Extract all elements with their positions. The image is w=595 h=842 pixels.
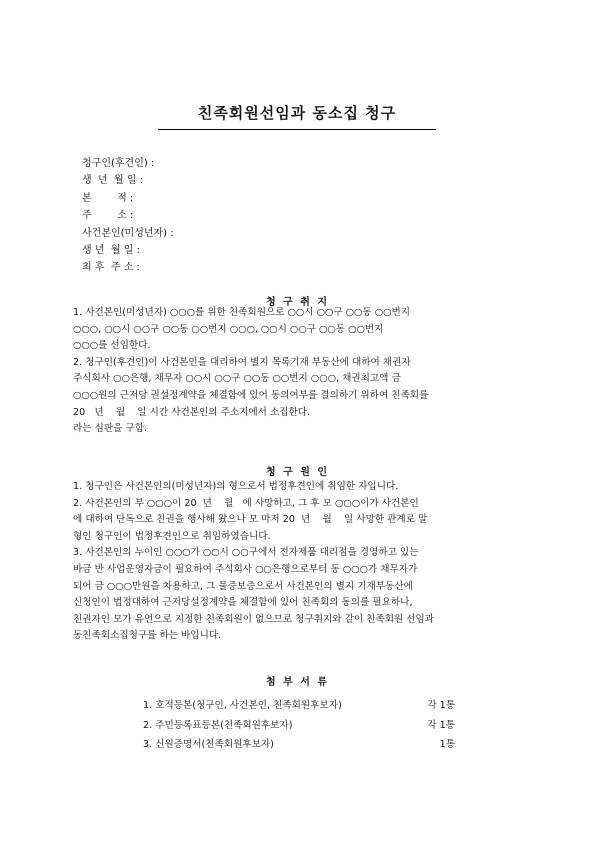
attachment-name: 2. 주민등록표등본(친족회원후보자) [143,719,293,731]
paragraph-line: 바금 반 사업운영자금이 필요하여 주식회사 ○○은행으로부터 동 ○○○가 채무자가 [73,563,418,575]
party-row [82,242,174,259]
paragraph-line: ○○○, ○○시 ○○구 ○○동 ○○번지 ○○○, ○○시 ○○구 ○○동 ○○번지 [73,323,384,335]
party-label: 사건본인(미성년자) : [82,227,174,239]
paragraph-line: 주식회사 ○○은행, 채무자 ○○시 ○○구 ○○동 ○○번지 ○○○, 채권최고액 금 [73,373,401,385]
paragraph-line: 1. 청구인은 사건본인의(미성년자)의 형으로서 법정후견인에 취임한 자입니다. [73,481,399,492]
party-row [82,225,174,242]
attachments-list [143,696,455,755]
claim-cause-heading: 청 구 원 인 [265,467,330,478]
party-label: 생 년 월 일 : [82,175,144,187]
attachment-name: 1. 호적등본(청구인, 사건본인, 친족회원후보자) [143,700,342,711]
paragraph-line: 형인 청구인이 법정후견인으로 취임하였습니다. [73,530,271,542]
party-row [82,172,174,189]
party-label: 주 소 : [82,210,134,222]
paragraph-line: 1. 사건본인(미성년자) ○○○를 위한 친족회원으로 ○○시 ○○구 ○○동 ○○번지 [73,307,411,318]
paragraph-line: ○○○원의 근저당 권설정계약을 체결함에 있어 동의여부를 결의하기 위하여 친족회를 [73,389,429,401]
attachment-name: 3. 신원증명서(친족회원후보자) [143,739,274,750]
attachments-heading: 첨 부 서 류 [265,677,330,688]
claim-purpose-body [73,305,521,438]
attachment-count: 각 1통 [427,700,455,711]
claim-cause-body [73,479,521,645]
paragraph-line: 2. 사건본인의 부 ○○○이 20 년 월 에 사망하고, 그 후 모 ○○○이가 사건본인 [73,497,419,509]
party-row [82,207,174,224]
party-label: 본 적 : [82,192,134,204]
paragraph-line: 2. 청구인(후견인)이 사건본인을 대리하여 별지 목록기재 부동산에 대하여 채권자 [73,356,411,368]
attachment-item [143,735,455,755]
party-row [82,259,174,276]
party-label: 청구인(후견인) : [82,158,155,169]
claim-purpose-heading: 청 구 취 지 [265,297,330,308]
attachment-item [143,696,455,716]
paragraph-line: 에 대하여 단독으로 친권을 행사해 왔으나 모 마저 20 년 월 일 사망한 관계로 말 [73,514,428,526]
party-label: 생 년 월 일 : [82,245,140,257]
paragraph-line: 친권자인 모가 유언으로 지정한 친족회원이 없으므로 청구취지와 같이 친족회원 선임과 [73,613,435,625]
party-row [82,155,174,172]
party-label: 최 후 주 소 : [82,262,140,274]
paragraph-line: 신청인이 법정대하여 근저당설정계약을 체결함에 있어 친족회의 동의를 필요하나, [73,597,413,609]
attachment-item [143,716,455,736]
party-info [82,155,174,277]
paragraph-line: 3. 사건본인의 누이인 ○○○가 ○○시 ○○구에서 전자제품 대리점을 경영하고 있는 [73,547,419,559]
paragraph-line: ○○○를 선임한다. [73,340,151,352]
paragraph-line: 라는 심판을 구함. [73,423,148,435]
paragraph-line: 20 년 월 일 시간 사건본인의 주소지에서 소집한다. [73,406,311,418]
attachment-count: 각 1통 [427,719,455,731]
document-title: 친족회원선임과 동소집 청구 [158,102,436,130]
paragraph-line: 되어 금 ○○○만원을 차용하고, 그 물증보증으로서 사건본인의 별지 기재부동산에 [73,580,413,592]
party-row [82,190,174,207]
attachment-count: 1통 [439,739,455,750]
paragraph-line: 동친족회소집청구를 하는 바입니다. [73,630,222,642]
